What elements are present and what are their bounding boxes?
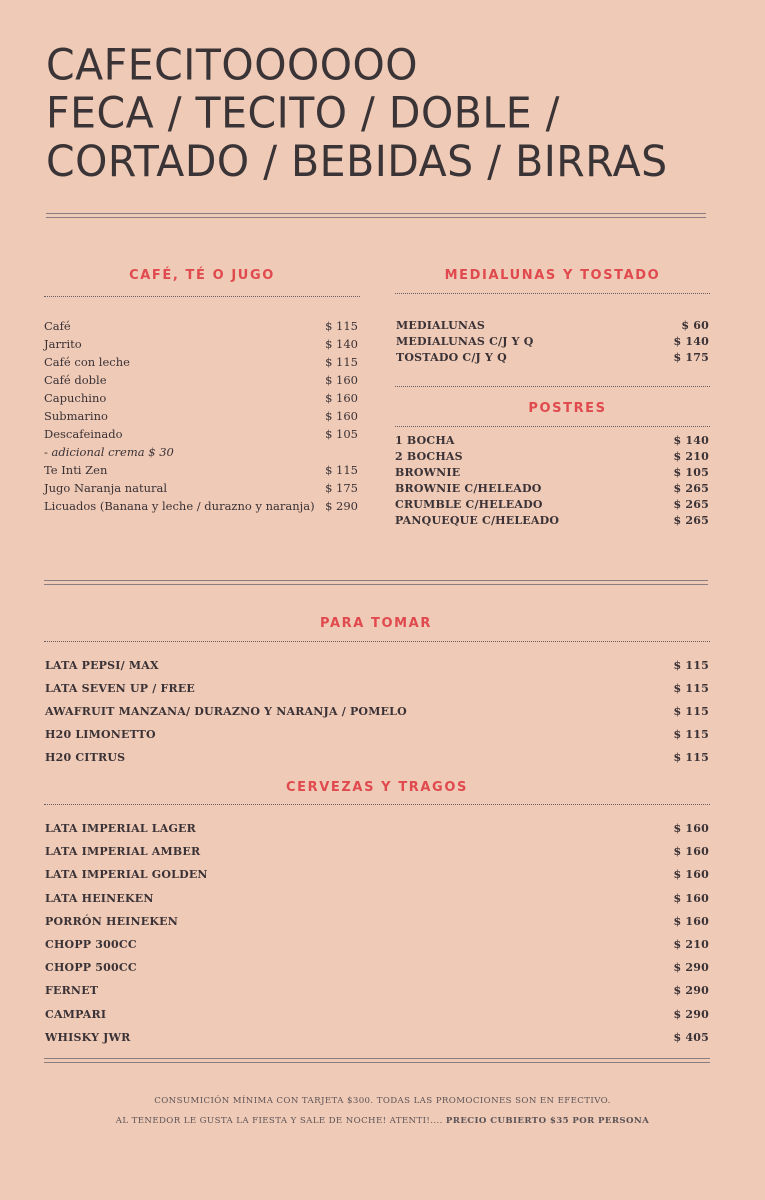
menu-item-name: PANQUEQUE C/HELEADO	[395, 514, 560, 527]
menu-item-price: $ 115	[325, 319, 358, 333]
menu-item-price: $ 115	[325, 463, 358, 477]
menu-item-name: PORRÓN HEINEKEN	[45, 914, 178, 928]
menu-item	[44, 317, 358, 335]
menu-item-price: $ 160	[673, 845, 709, 859]
menu-item	[45, 682, 709, 705]
menu-item-name: LATA IMPERIAL GOLDEN	[45, 868, 208, 882]
menu-item-price: $ 140	[673, 335, 709, 348]
medialunas-heading: MEDIALUNAS Y TOSTADO	[444, 268, 661, 283]
menu-item-price: $ 160	[673, 868, 709, 882]
para-tomar-list	[45, 659, 709, 774]
title-line-2: FECA / TECITO / DOBLE /	[46, 87, 560, 139]
menu-item-price: $ 265	[673, 482, 709, 495]
menu-item-name: CHOPP 500CC	[45, 961, 137, 975]
medialunas-list	[396, 318, 709, 366]
cervezas-dotted-line	[44, 804, 710, 805]
menu-item-name: CRUMBLE C/HELEADO	[395, 498, 543, 511]
footer-note: AL TENEDOR LE GUSTA LA FIESTA Y SALE DE NOCHE! ATENTI!....	[115, 1116, 443, 1126]
menu-item-price: $ 290	[673, 984, 709, 998]
menu-item-name: 2 BOCHAS	[395, 450, 463, 463]
menu-item	[45, 915, 709, 938]
menu-item-name: MEDIALUNAS C/J Y Q	[396, 335, 534, 348]
menu-item-price: $ 265	[673, 514, 709, 527]
menu-item-price: $ 105	[673, 466, 709, 479]
divider-top	[46, 213, 706, 218]
menu-item	[44, 353, 358, 371]
menu-item-price: $ 115	[673, 682, 709, 695]
medialunas-dotted-line	[395, 293, 710, 294]
menu-item-price: $ 160	[325, 373, 358, 387]
menu-item	[395, 433, 709, 449]
menu-item	[395, 449, 709, 465]
menu-item-price: $ 160	[673, 914, 709, 928]
menu-item	[395, 497, 709, 513]
menu-item-price: $ 60	[681, 319, 709, 332]
menu-item	[45, 961, 709, 984]
para-tomar-dotted-line	[44, 641, 710, 642]
menu-item-price: $ 210	[673, 937, 709, 951]
menu-item	[396, 318, 709, 334]
menu-item-name: FERNET	[45, 984, 99, 998]
menu-title	[46, 41, 668, 186]
menu-item-price: $ 160	[325, 391, 358, 405]
menu-item-price: $ 265	[673, 498, 709, 511]
menu-item	[396, 350, 709, 366]
para-tomar-heading: PARA TOMAR	[320, 616, 432, 631]
menu-item-price: $ 290	[673, 1007, 709, 1021]
menu-item-name: Te Inti Zen	[44, 463, 108, 477]
postres-dotted-line	[395, 426, 710, 427]
menu-item	[45, 659, 709, 682]
menu-item	[44, 461, 358, 479]
menu-item-price: $ 160	[673, 822, 709, 835]
menu-item	[45, 845, 709, 868]
menu-item-name: Café doble	[44, 373, 107, 387]
cervezas-heading: CERVEZAS Y TRAGOS	[286, 780, 468, 795]
footer-line-2	[0, 1116, 765, 1126]
menu-item	[45, 938, 709, 961]
menu-item	[395, 513, 709, 529]
menu-item-price: $ 115	[673, 728, 709, 741]
menu-item-price: $ 175	[673, 351, 709, 364]
menu-item-price: $ 115	[673, 705, 709, 718]
menu-item-price: $ 115	[673, 659, 709, 672]
menu-item-price: $ 405	[673, 1030, 709, 1044]
menu-item	[45, 751, 709, 774]
menu-item-price: $ 290	[673, 961, 709, 975]
menu-item-name: LATA HEINEKEN	[45, 891, 154, 905]
menu-item	[45, 728, 709, 751]
menu-item-name: LATA IMPERIAL AMBER	[45, 845, 201, 859]
menu-item	[44, 407, 358, 425]
title-line-1: CAFECITOOOOOO	[46, 39, 419, 90]
menu-item	[45, 984, 709, 1007]
menu-item-name: CAMPARI	[45, 1007, 107, 1021]
menu-item-price: $ 115	[325, 355, 358, 369]
cervezas-list	[45, 822, 709, 1054]
menu-item-price: $ 140	[325, 337, 358, 351]
menu-item-price: $ 160	[325, 409, 358, 423]
menu-item-name: CHOPP 300CC	[45, 937, 137, 951]
menu-item-price: $ 290	[325, 499, 358, 513]
menu-item-price: $ 140	[673, 434, 709, 447]
menu-item	[396, 334, 709, 350]
menu-item-name: Café con leche	[44, 355, 130, 369]
menu-item	[395, 465, 709, 481]
menu-item	[395, 481, 709, 497]
menu-item-price: $ 210	[673, 450, 709, 463]
menu-item-name: Capuchino	[44, 391, 107, 405]
menu-item	[44, 335, 358, 353]
menu-item-name: Licuados (Banana y leche / durazno y naranja)	[44, 499, 315, 513]
menu-item	[44, 497, 358, 515]
menu-item-name: BROWNIE	[395, 466, 461, 479]
postres-dotted-line-top	[395, 386, 710, 387]
menu-item-name: Jarrito	[44, 337, 82, 351]
menu-item-name: LATA SEVEN UP / FREE	[45, 682, 196, 695]
menu-item	[44, 443, 358, 461]
menu-item	[45, 1031, 709, 1054]
menu-item-price: $ 115	[673, 751, 709, 764]
menu-item-name: Jugo Naranja natural	[44, 481, 168, 495]
menu-item-name: H20 CITRUS	[45, 751, 126, 764]
cafe-list	[44, 317, 358, 515]
menu-item-name: MEDIALUNAS	[396, 319, 486, 332]
menu-item	[45, 705, 709, 728]
menu-item-name: LATA IMPERIAL LAGER	[45, 822, 196, 835]
menu-item	[44, 479, 358, 497]
cafe-heading: CAFÉ, TÉ O JUGO	[129, 268, 275, 283]
menu-item	[44, 371, 358, 389]
footer-line-1: CONSUMICIÓN MÍNIMA CON TARJETA $300. TODAS LAS PROMOCIONES SON EN EFECTIVO.	[154, 1096, 611, 1106]
menu-item	[45, 1008, 709, 1031]
menu-item	[44, 389, 358, 407]
menu-item	[45, 892, 709, 915]
menu-item	[45, 822, 709, 845]
menu-item-name: BROWNIE C/HELEADO	[395, 482, 542, 495]
postres-list	[395, 433, 709, 529]
menu-item-price: $ 105	[325, 427, 358, 441]
postres-heading: POSTRES	[528, 401, 607, 416]
menu-item-name: 1 BOCHA	[395, 434, 455, 447]
menu-item-name: WHISKY JWR	[45, 1030, 131, 1044]
menu-item-name: Café	[44, 319, 71, 333]
menu-item	[45, 868, 709, 891]
menu-item-name: H20 LIMONETTO	[45, 728, 156, 741]
divider-bottom	[44, 1058, 710, 1063]
menu-item-price: $ 175	[325, 481, 358, 495]
menu-item-name: TOSTADO C/J Y Q	[396, 351, 507, 364]
menu-item-name: - adicional crema $ 30	[44, 445, 174, 459]
cafe-dotted-line	[44, 296, 360, 297]
title-line-3: CORTADO / BEBIDAS / BIRRAS	[46, 136, 668, 187]
menu-item-name: LATA PEPSI/ MAX	[45, 659, 159, 672]
footer-cover-charge: PRECIO CUBIERTO $35 POR PERSONA	[445, 1116, 650, 1126]
menu-item-name: Submarino	[44, 409, 108, 423]
menu-item	[44, 425, 358, 443]
menu-item-name: Descafeinado	[44, 427, 123, 441]
divider-middle	[44, 580, 708, 585]
menu-item-name: AWAFRUIT MANZANA/ DURAZNO Y NARANJA / POMELO	[45, 705, 407, 718]
menu-item-price: $ 160	[673, 891, 709, 905]
